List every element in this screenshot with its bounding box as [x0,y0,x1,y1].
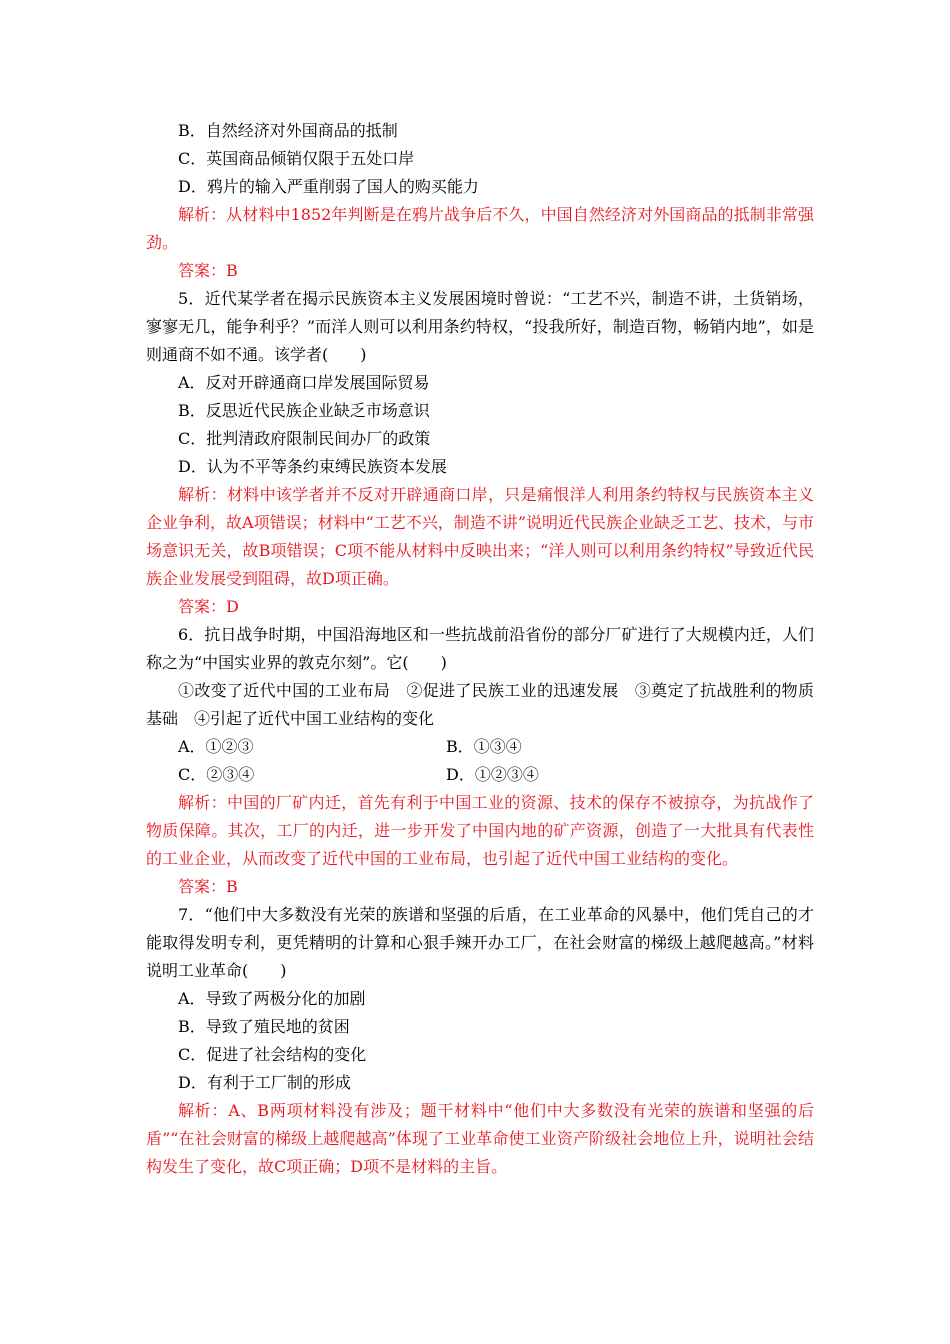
q4-option-c: C．英国商品倾销仅限于五处口岸 [178,149,415,168]
q6-items: ①改变了近代中国的工业布局 ②促进了民族工业的迅速发展 ③奠定了抗战胜利的物质基础 ④引起了近代中国工业结构的变化 [146,681,814,728]
document-content [146,117,814,1181]
q5-option-c: C．批判清政府限制民间办厂的政策 [178,429,431,448]
q4-option-b: B．自然经济对外国商品的抵制 [178,121,398,140]
q7-option-b: B．导致了殖民地的贫困 [178,1017,350,1036]
q6-stem: 6．抗日战争时期，中国沿海地区和一些抗战前沿省份的部分厂矿进行了大规模内迁，人们称之为“中国实业界的敦克尔刻”。它( ) [146,625,814,672]
q5-stem: 5．近代某学者在揭示民族资本主义发展困境时曾说：“工艺不兴，制造不讲，土货销场，寥寥无几，能争利乎？”而洋人则可以利用条约特权，“投我所好，制造百物，畅销内地”，如是则通商不如不通。该学者( ) [146,289,814,364]
q5-analysis: 解析：材料中该学者并不反对开辟通商口岸，只是痛恨洋人利用条约特权与民族资本主义企业争利，故A项错误；材料中“工艺不兴，制造不讲”说明近代民族企业缺乏工艺、技术，与市场意识无关，故B项错误；C项不能从材料中反映出来；“洋人则可以利用条约特权”导致近代民族企业发展受到阻碍，故D项正确。 [146,485,814,588]
q4-option-d: D．鸦片的输入严重削弱了国人的购买能力 [178,177,479,196]
q5-option-d: D．认为不平等条约束缚民族资本发展 [178,457,447,476]
q6-option-c: C．②③④ [178,765,255,784]
q6-answer: 答案：B [178,877,238,896]
q7-option-c: C．促进了社会结构的变化 [178,1045,367,1064]
q7-option-d: D．有利于工厂制的形成 [178,1073,351,1092]
q4-analysis: 解析：从材料中1852年判断是在鸦片战争后不久，中国自然经济对外国商品的抵制非常强劲。 [146,205,814,252]
q6-option-d: D．①②③④ [446,765,539,784]
q6-options-row-2 [146,761,814,789]
q5-option-a: A．反对开辟通商口岸发展国际贸易 [178,373,430,392]
q7-option-a: A．导致了两极分化的加剧 [178,989,366,1008]
q6-options-row-1 [146,733,814,761]
q5-answer: 答案：D [178,597,239,616]
q7-stem: 7．“他们中大多数没有光荣的族谱和坚强的后盾，在工业革命的风暴中，他们凭自己的才能取得发明专利，更凭精明的计算和心狠手辣开办工厂，在社会财富的梯级上越爬越高。”材料说明工业革命( ) [146,905,814,980]
q6-option-b: B．①③④ [446,737,522,756]
q7-analysis: 解析：A、B两项材料没有涉及；题干材料中“他们中大多数没有光荣的族谱和坚强的后盾”“在社会财富的梯级上越爬越高”体现了工业革命使工业资产阶级社会地位上升，说明社会结构发生了变化，故C项正确；D项不是材料的主旨。 [146,1101,814,1176]
q5-option-b: B．反思近代民族企业缺乏市场意识 [178,401,430,420]
q6-analysis: 解析：中国的厂矿内迁，首先有利于中国工业的资源、技术的保存不被掠夺，为抗战作了物质保障。其次，工厂的内迁，进一步开发了中国内地的矿产资源，创造了一大批具有代表性的工业企业，从而改变了近代中国的工业布局，也引起了近代中国工业结构的变化。 [146,793,814,868]
q6-option-a: A．①②③ [178,737,254,756]
q4-answer: 答案：B [178,261,238,280]
